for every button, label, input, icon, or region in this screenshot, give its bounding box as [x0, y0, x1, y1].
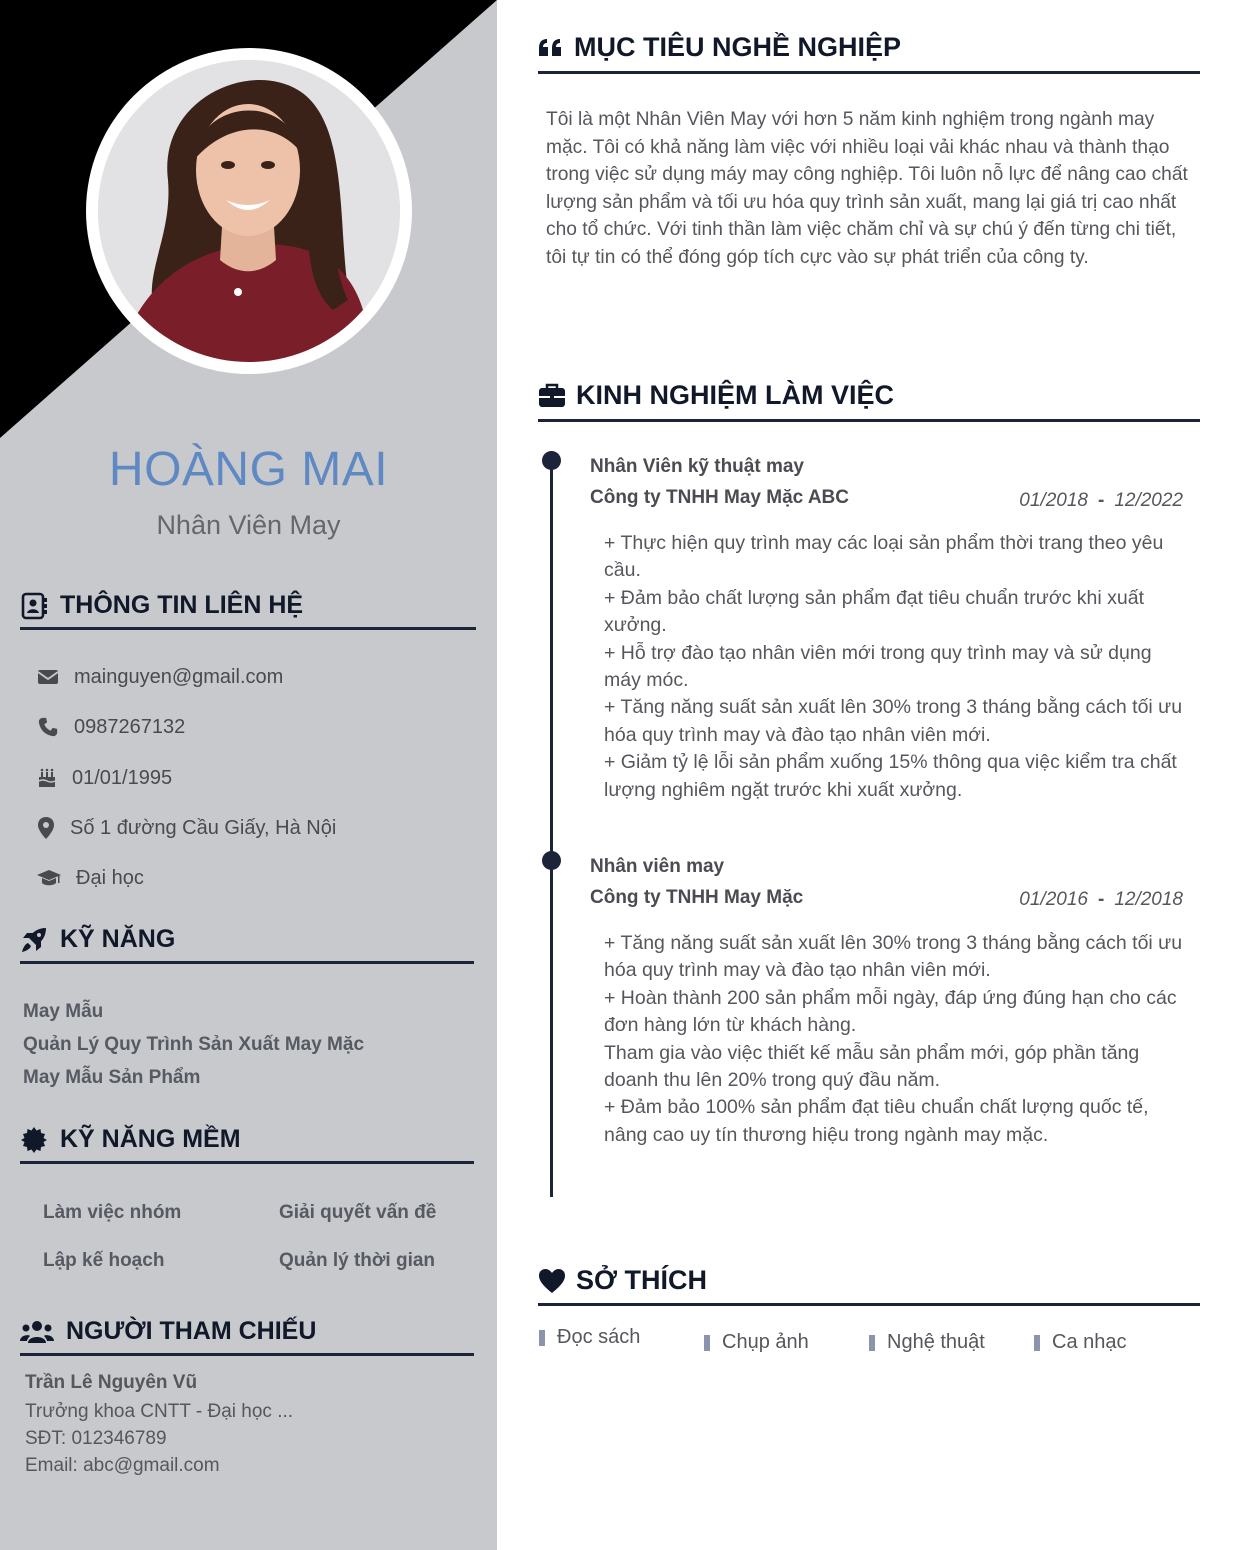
- job-duty-line: + Tăng năng suất sản xuất lên 30% trong 3 tháng bằng cách tối ưu hóa quy trình may và đào tạo nhân viên mới.: [604, 696, 1183, 746]
- briefcase-icon: [538, 383, 566, 409]
- hobby-bullet: [1034, 1335, 1040, 1351]
- job-duty-line: + Thực hiện quy trình may các loại sản phẩm thời trang theo yêu cầu.: [604, 532, 1164, 582]
- hobbies-heading: [538, 1258, 1200, 1306]
- job-start-date: 01/2016: [1019, 889, 1088, 910]
- hobby-bullet: [539, 1330, 545, 1346]
- timeline-dot: [542, 851, 561, 870]
- contact-birthday: [36, 764, 172, 792]
- address-card-icon: [20, 592, 48, 620]
- hobby-bullet: [704, 1335, 710, 1351]
- contact-email[interactable]: [36, 663, 283, 691]
- job-duty-line: + Giảm tỷ lệ lỗi sản phẩm xuống 15% thông qua việc kiểm tra chất lượng nghiêm ngặt trước khi xuất xưởng.: [604, 751, 1177, 801]
- objective-heading: [538, 24, 1200, 74]
- hobby-label: Đọc sách: [557, 1326, 641, 1348]
- reference-email[interactable]: Email: abc@gmail.com: [25, 1455, 220, 1476]
- hobby-item: [704, 1331, 809, 1354]
- job-company: Công ty TNHH May Mặc ABC: [590, 487, 849, 508]
- contact-phone[interactable]: [36, 713, 185, 741]
- skills-heading-label: KỸ NĂNG: [60, 925, 176, 953]
- job-company: Công ty TNHH May Mặc: [590, 887, 804, 908]
- phone-icon: [36, 716, 60, 738]
- birthday-cake-icon: [36, 767, 58, 789]
- gear-badge-icon: [20, 1126, 48, 1154]
- hobby-bullet: [869, 1335, 875, 1351]
- graduation-cap-icon: [36, 868, 62, 888]
- contact-education: [36, 864, 144, 892]
- job-duty-line: + Hoàn thành 200 sản phẩm mỗi ngày, đáp ứng đúng hạn cho các đơn hàng lớn từ khách hàng.: [604, 986, 1177, 1037]
- soft-skills-heading-label: KỸ NĂNG MỀM: [60, 1125, 241, 1153]
- references-heading-label: NGƯỜI THAM CHIẾU: [66, 1317, 317, 1345]
- quote-icon: [538, 38, 564, 58]
- candidate-name: HOÀNG MAI: [108, 443, 389, 496]
- contact-heading-label: THÔNG TIN LIÊN HỆ: [60, 591, 304, 619]
- timeline-line: [550, 460, 553, 1197]
- birthday-text: 01/01/1995: [72, 766, 173, 789]
- hobby-item: [869, 1331, 985, 1354]
- objective-text: Tôi là một Nhân Viên May với hơn 5 năm kinh nghiệm trong ngành may mặc. Tôi có khả năng làm việc với nhiều loại vải khác nhau và thành thạo trong việc sử dụng máy may công nghiệp. Tôi luôn nỗ lực để nâng cao chất lượng sản phẩm và tối ưu hóa quy trình sản xuất, mang lại giá trị cao nhất cho tổ chức. Với tinh thần làm việc chăm chỉ và sự chú ý đến từng chi tiết, tôi tự tin có thể đóng góp tích cực vào sự phát triển của công ty.: [546, 109, 1188, 268]
- date-separator: -: [1097, 889, 1105, 910]
- job-duty-line: + Tăng năng suất sản xuất lên 30% trong 3 tháng bằng cách tối ưu hóa quy trình may và đào tạo nhân viên mới.: [604, 932, 1183, 982]
- objective-heading-label: MỤC TIÊU NGHỀ NGHIỆP: [574, 32, 902, 62]
- job-dates: [1019, 889, 1183, 911]
- job-description: [604, 930, 1190, 1149]
- job-duty-line: Tham gia vào việc thiết kế mẫu sản phẩm mới, góp phần tăng doanh thu lên 20% trong quý đầu năm.: [604, 1041, 1140, 1092]
- job-duty-line: + Đảm bảo 100% sản phẩm đạt tiêu chuẩn chất lượng quốc tế, nâng cao uy tín thương hiệu trong ngành may mặc.: [604, 1096, 1149, 1146]
- references-heading: [20, 1310, 474, 1356]
- avatar: [98, 60, 400, 362]
- soft-skill-item: Làm việc nhóm: [43, 1202, 182, 1223]
- job-end-date: 12/2018: [1114, 889, 1183, 910]
- hobby-label: Ca nhạc: [1052, 1331, 1127, 1353]
- envelope-icon: [36, 667, 60, 687]
- job-end-date: 12/2022: [1114, 490, 1183, 511]
- job-dates: [1019, 490, 1183, 512]
- soft-skill-item: Lập kế hoạch: [43, 1250, 165, 1271]
- skill-item: May Mẫu Sản Phẩm: [23, 1067, 201, 1088]
- hobby-label: Chụp ảnh: [722, 1331, 809, 1353]
- skill-item: May Mẫu: [23, 1001, 104, 1022]
- contact-address: [36, 814, 336, 842]
- job-description: [604, 530, 1190, 804]
- soft-skills-heading: [20, 1118, 474, 1164]
- hobby-label: Nghệ thuật: [887, 1331, 985, 1353]
- contact-heading: [20, 584, 476, 630]
- hobby-item: [1034, 1331, 1127, 1354]
- heart-icon: [538, 1268, 566, 1294]
- reference-phone: SĐT: 012346789: [25, 1428, 167, 1449]
- experience-heading-label: KINH NGHIỆM LÀM VIỆC: [576, 380, 895, 410]
- email-text: mainguyen@gmail.com: [74, 665, 284, 688]
- map-marker-icon: [36, 816, 56, 840]
- job-duty-line: + Đảm bảo chất lượng sản phẩm đạt tiêu chuẩn trước khi xuất xưởng.: [604, 586, 1145, 637]
- reference-name: Trần Lê Nguyên Vũ: [25, 1372, 198, 1393]
- date-separator: -: [1097, 490, 1105, 511]
- candidate-title: Nhân Viên May: [156, 510, 341, 540]
- timeline-dot: [542, 451, 561, 470]
- experience-heading: [538, 372, 1200, 422]
- job-duty-line: + Hỗ trợ đào tạo nhân viên mới trong quy trình may và sử dụng máy móc.: [604, 641, 1152, 692]
- job-role: Nhân Viên kỹ thuật may: [590, 456, 804, 477]
- phone-text: 0987267132: [74, 715, 186, 738]
- hobbies-heading-label: SỞ THÍCH: [576, 1265, 708, 1295]
- soft-skill-item: Quản lý thời gian: [279, 1250, 436, 1271]
- rocket-icon: [20, 926, 48, 954]
- skills-heading: [20, 918, 474, 964]
- users-icon: [20, 1319, 54, 1345]
- reference-position: Trưởng khoa CNTT - Đại học ...: [25, 1401, 294, 1422]
- hobby-item: [539, 1326, 640, 1349]
- job-start-date: 01/2018: [1019, 490, 1088, 511]
- soft-skill-item: Giải quyết vấn đề: [279, 1202, 437, 1223]
- job-role: Nhân viên may: [590, 856, 725, 877]
- address-text: Số 1 đường Cầu Giấy, Hà Nội: [70, 816, 337, 839]
- skill-item: Quản Lý Quy Trình Sản Xuất May Mặc: [23, 1034, 365, 1055]
- sidebar: [0, 0, 497, 1550]
- education-text: Đại học: [76, 866, 144, 889]
